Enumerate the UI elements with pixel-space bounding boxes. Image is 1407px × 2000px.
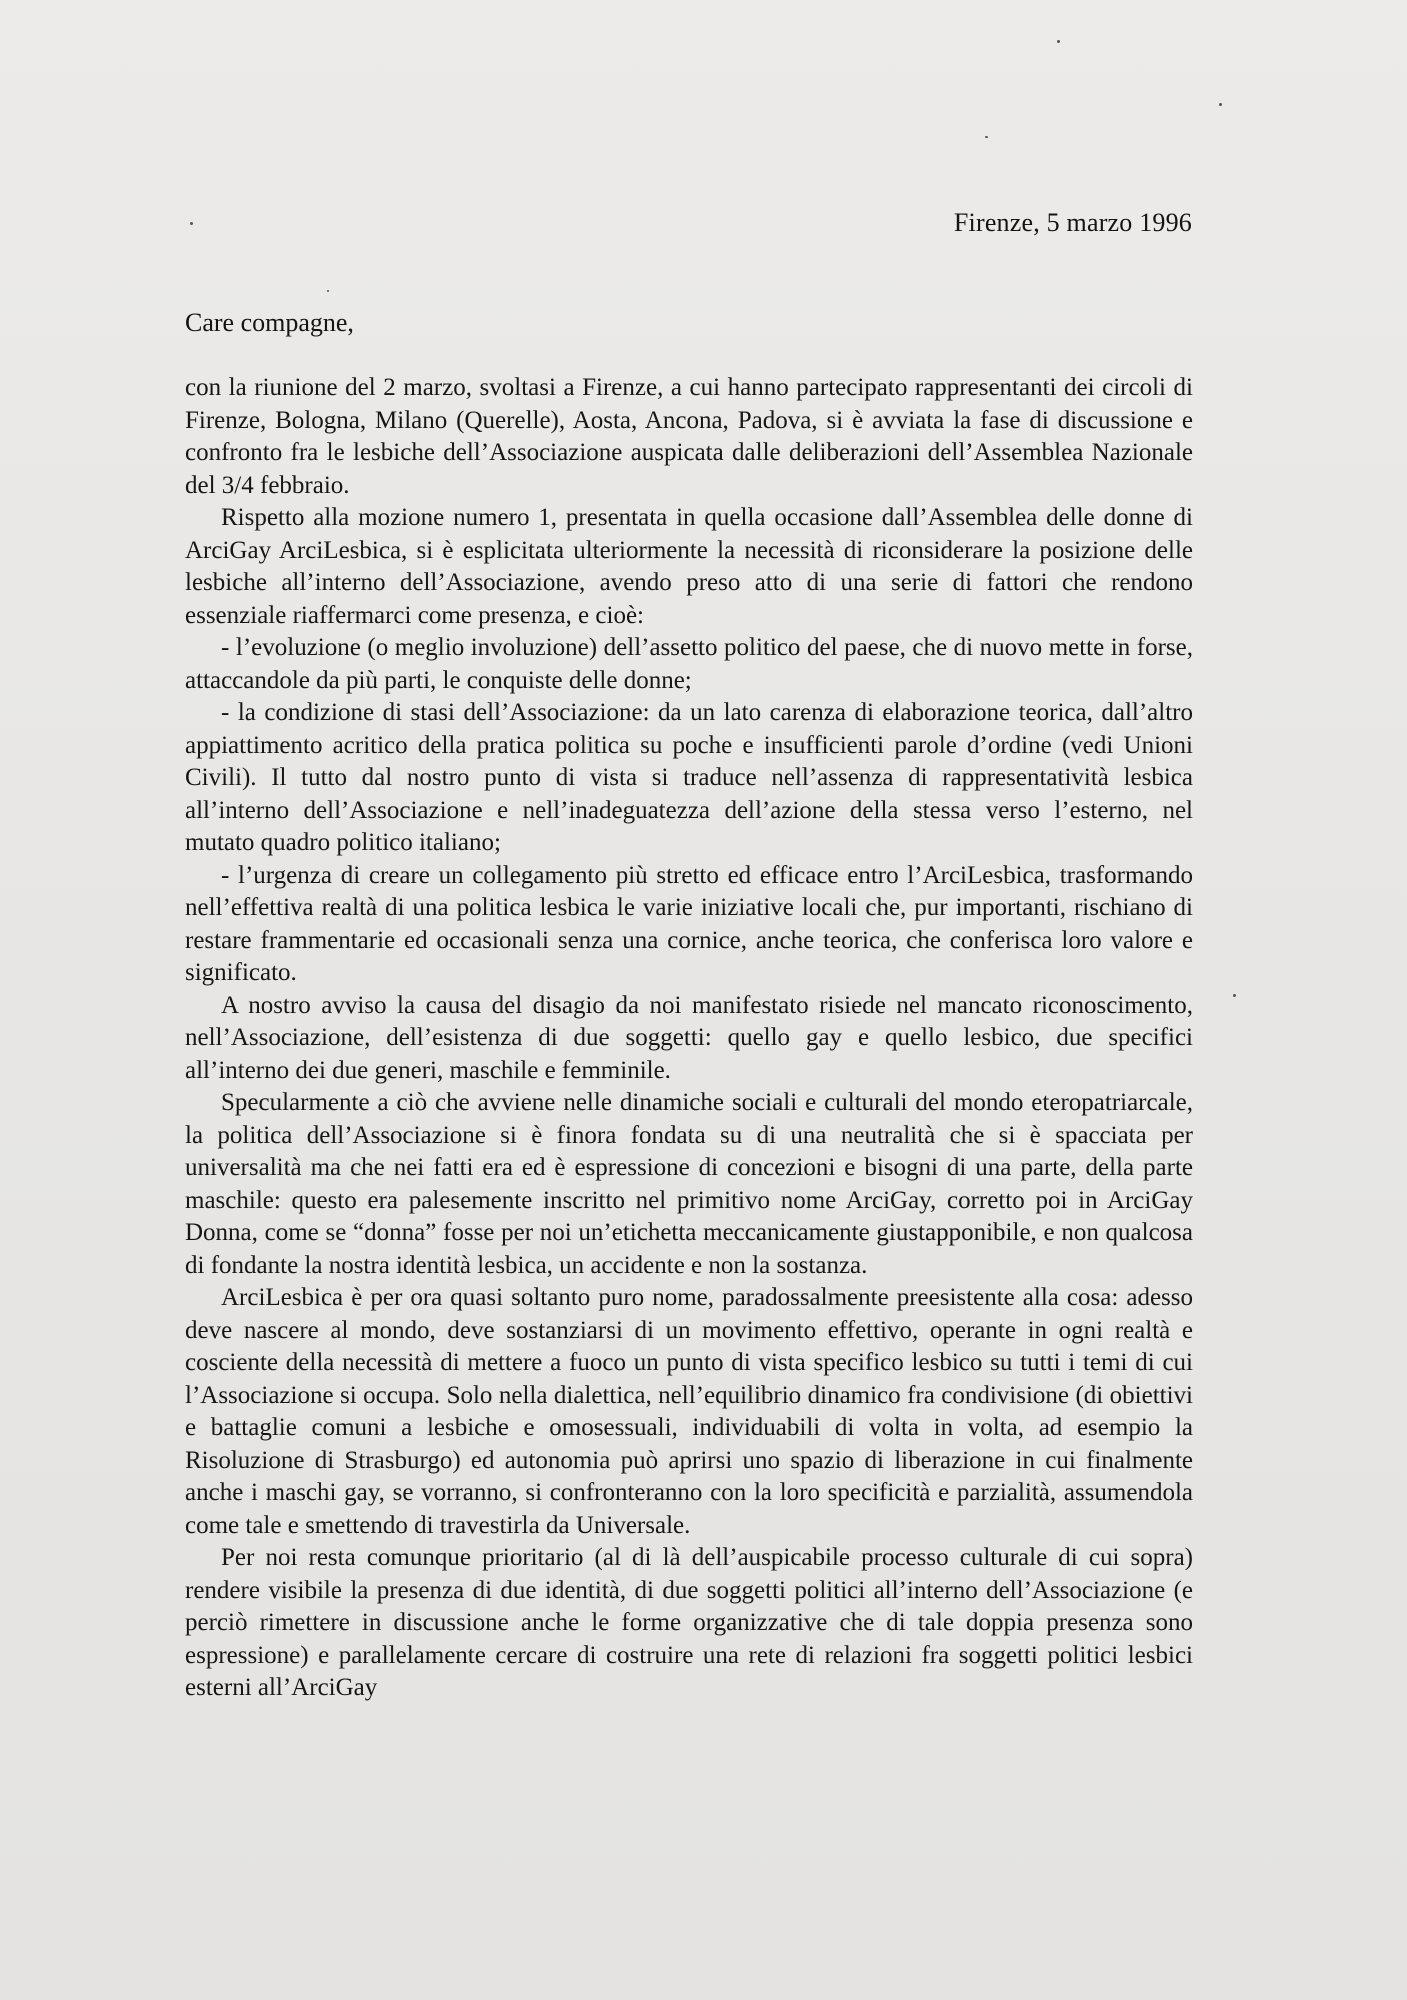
paragraph-motion: Rispetto alla mozione numero 1, presentata in quella occasione dall’Assemblea delle donne di ArciGay ArciLesbica, si è esplicitata ulteriormente la necessità di riconsiderare la posizione delle lesbiche all’interno dell’Associazione, avendo preso atto di una serie di fattori che rendono essenziale riaffermarci come presenza, e cioè: bbox=[185, 504, 1193, 629]
paragraph-opening: con la riunione del 2 marzo, svoltasi a Firenze, a cui hanno partecipato rappresentanti dei circoli di Firenze, Bologna, Milano (Querelle), Aosta, Ancona, Padova, si è avviata la fase di discussione e confronto fra le lesbiche dell’Associazione auspicata dalle deliberazioni dell’Assemblea Nazionale del 3/4 febbraio. bbox=[185, 374, 1193, 499]
paragraph-disagio: A nostro avviso la causa del disagio da noi manifestato risiede nel mancato riconoscimento, nell’Associazione, dell’esistenza di due soggetti: quello gay e quello lesbico, due specifici all’interno dei due generi, maschile e femminile. bbox=[185, 991, 1193, 1084]
paragraph-priority: Per noi resta comunque prioritario (al di là dell’auspicabile processo culturale di cui sopra) rendere visibile la presenza di due identità, di due soggetti politici all’interno dell’Associazione (e perciò rimettere in discussione anche le forme organizzative che di tale doppia presenza sono espressione) e parallelamente cercare di costruire una rete di relazioni fra soggetti politici lesbici esterni all’ArciGay bbox=[185, 1544, 1193, 1701]
scan-speck bbox=[1219, 103, 1222, 106]
list-item-evolution: - l’evoluzione (o meglio involuzione) dell’assetto politico del paese, che di nuovo mette in forse, attaccandole da più parti, le conquiste delle donne; bbox=[185, 634, 1193, 694]
scan-speck bbox=[985, 136, 988, 138]
letter-body bbox=[185, 372, 1193, 1705]
letter-date: Firenze, 5 marzo 1996 bbox=[953, 208, 1192, 237]
list-item-stasis: - la condizione di stasi dell’Associazione: da un lato carenza di elaborazione teorica, dall’altro appiattimento acritico della pratica politica su poche e insufficienti parole d’ordine (vedi Unioni Civili). Il tutto dal nostro punto di vista si traduce nell’assenza di rappresentatività lesbica all’interno dell’Associazione e nell’inadeguatezza dell’azione della stessa verso l’esterno, nel mutato quadro politico italiano; bbox=[185, 699, 1193, 856]
paragraph-arcilesbica: ArciLesbica è per ora quasi soltanto puro nome, paradossalmente preesistente alla cosa: adesso deve nascere al mondo, deve sostanziarsi di un movimento effettivo, operante in ogni realtà e cosciente della necessità di mettere a fuoco un punto di vista specifico lesbico su tutti i temi di cui l’Associazione si occupa. Solo nella dialettica, nell’equilibrio dinamico fra condivisione (di obiettivi e battaglie comuni a lesbiche e omosessuali, individuabili di volta in volta, ad esempio la Risoluzione di Strasburgo) ed autonomia può aprirsi uno spazio di liberazione in cui finalmente anche i maschi gay, se vorranno, si confronteranno con la loro specificità e parzialità, assumendola come tale e smettendo di travestirla da Universale. bbox=[185, 1284, 1193, 1539]
scan-speck bbox=[190, 222, 193, 225]
paragraph-specularmente: Specularmente a ciò che avviene nelle dinamiche sociali e culturali del mondo eteropatriarcale, la politica dell’Associazione si è finora fondata su di una neutralità che si è spacciata per universalità ma che nei fatti era ed è espressione di concezioni e bisogni di una parte, della parte maschile: questo era palesemente inscritto nel primitivo nome ArciGay, corretto poi in ArciGay Donna, come se “donna” fosse per noi un’etichetta meccanicamente giustapponibile, e non qualcosa di fondante la nostra identità lesbica, un accidente e non la sostanza. bbox=[185, 1089, 1193, 1279]
list-item-urgency: - l’urgenza di creare un collegamento più stretto ed efficace entro l’ArciLesbica, trasformando nell’effettiva realtà di una politica lesbica le varie iniziative locali che, pur importanti, rischiano di restare frammentarie ed occasionali senza una cornice, anche teorica, che conferisca loro valore e significato. bbox=[185, 861, 1193, 986]
scan-speck bbox=[1233, 994, 1236, 997]
letter-salutation: Care compagne, bbox=[185, 308, 354, 337]
scan-speck bbox=[1057, 40, 1060, 43]
scan-speck bbox=[327, 290, 329, 292]
